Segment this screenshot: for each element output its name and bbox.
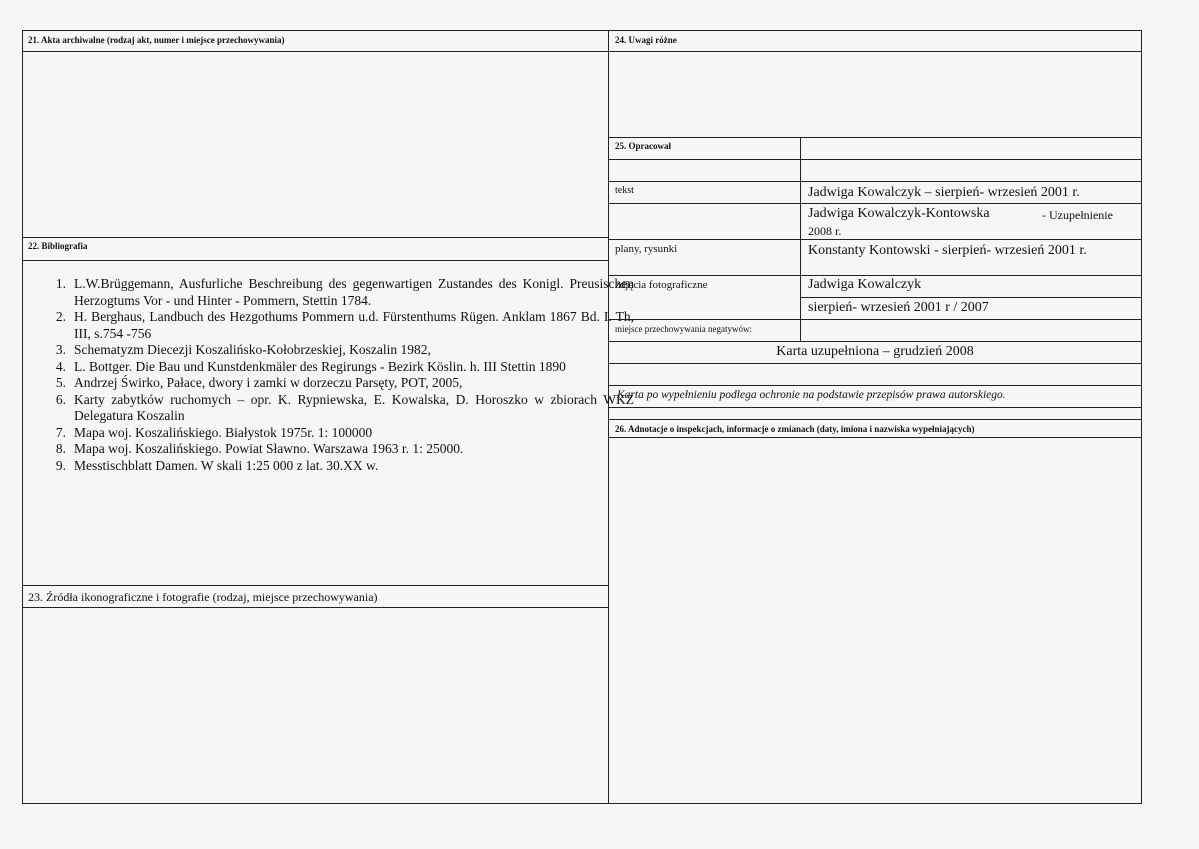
bibliography-item: 7. Mapa woj. Koszalińskiego. Białystok 1975r. 1: 100000 — [55, 424, 373, 440]
section-22-label: 22. Bibliografia — [28, 241, 88, 251]
bibliography-item: 4. L. Bottger. Die Bau und Kunstdenkmäler des Regirungs - Bezirk Köslin. h. III Stettin 1890 — [55, 358, 566, 374]
plany-value: Konstanty Kontowski - sierpień- wrzesień 2001 r. — [808, 243, 1087, 258]
negatywy-label: miejsce przechowywania negatywów: — [615, 324, 752, 334]
bibliography-item: 2. H. Berghaus, Landbuch des Hezgothums Pommern u.d. Fürstenthums Rügen. Anklam 1867 Bd. I. Th, III, s.754 -756 — [55, 309, 634, 341]
row-line — [608, 181, 1142, 182]
section-22-top-line — [22, 237, 608, 238]
tekst-value-1: Jadwiga Kowalczyk – sierpień- wrzesień 2001 r. — [808, 185, 1080, 200]
section-25-label: 25. Opracował — [615, 141, 671, 151]
row-line — [608, 319, 1142, 320]
bibliography-item: 1. L.W.Brüggemann, Ausfurliche Beschreibung des gegenwartigen Zustandes des Konigl. Preusischen Herzogtums Vor - und Hinter - Pommern, Stettin 1784. — [55, 276, 634, 308]
tekst-value-2c: 2008 r. — [808, 224, 842, 238]
zdjecia-value-2: sierpień- wrzesień 2001 r / 2007 — [808, 300, 989, 315]
section-21-header-line — [22, 51, 608, 52]
ochrona-note: Karta po wypełnieniu podlega ochronie na podstawie przepisów prawa autorskiego. — [617, 389, 1006, 401]
bibliography-list — [44, 276, 634, 474]
row-line — [608, 385, 1142, 386]
row-line — [608, 203, 1142, 204]
row-line — [608, 419, 1142, 420]
karta-uzupelniona: Karta uzupełniona – grudzień 2008 — [776, 344, 974, 359]
section-23-top-line — [22, 585, 608, 586]
row-line — [608, 407, 1142, 408]
row-line — [608, 239, 1142, 240]
bibliography-item: 9. Messtischblatt Damen. W skali 1:25 000 z lat. 30.XX w. — [55, 457, 379, 473]
zdjecia-value-1: Jadwiga Kowalczyk — [808, 277, 922, 292]
section-26-header-line — [608, 437, 1142, 438]
section-25-top-line — [608, 137, 1142, 138]
row-line — [608, 159, 1142, 160]
row-line — [608, 275, 1142, 276]
plany-label: plany, rysunki — [615, 243, 678, 255]
zdjecia-label: zdjęcia fotograficzne — [615, 279, 708, 291]
tekst-label: tekst — [615, 185, 634, 196]
section-23-label: 23. Źródła ikonograficzne i fotografie (rodzaj, miejsce przechowywania) — [28, 590, 378, 604]
section-26-label: 26. Adnotacje o inspekcjach, informacje o zmianach (daty, imiona i nazwiska wypełniających) — [615, 424, 975, 434]
section-23-header-line — [22, 607, 608, 608]
section-22-header-line — [22, 260, 608, 261]
section-24-header-line — [608, 51, 1142, 52]
section-21-label: 21. Akta archiwalne (rodzaj akt, numer i miejsce przechowywania) — [28, 35, 285, 45]
row-line — [800, 297, 1142, 298]
row-line — [608, 363, 1142, 364]
bibliography-item: 5. Andrzej Świrko, Pałace, dwory i zamki w dorzeczu Parsęty, POT, 2005, — [55, 375, 463, 390]
tekst-value-2a: Jadwiga Kowalczyk-Kontowska — [808, 206, 990, 221]
bibliography-item: 6. Karty zabytków ruchomych – opr. K. Rypniewska, E. Kowalska, D. Horoszko w zbiorach WKZ Delegatura Koszalin — [55, 391, 634, 423]
tekst-value-2b: - Uzupełnienie — [1042, 208, 1113, 222]
section-24-label: 24. Uwagi różne — [615, 35, 677, 45]
bibliography-item: 3. Schematyzm Diecezji Koszalińsko-Kołobrzeskiej, Koszalin 1982, — [55, 342, 431, 357]
row-line — [608, 341, 1142, 342]
bibliography-item: 8. Mapa woj. Koszalińskiego. Powiat Sławno. Warszawa 1963 r. 1: 25000. — [55, 441, 464, 456]
